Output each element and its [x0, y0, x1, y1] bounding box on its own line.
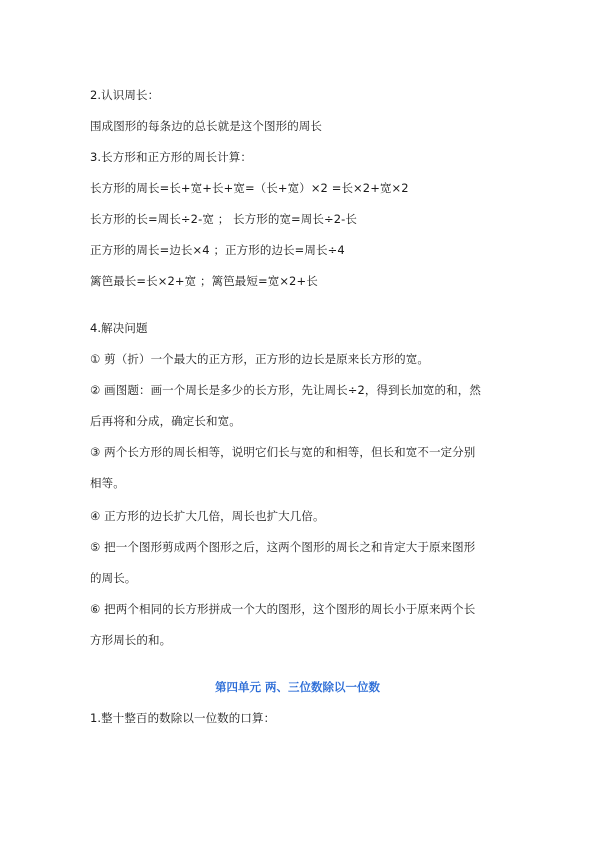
problem-item-6: ⑥ 把两个相同的长方形拼成一个大的图形，这个图形的周长小于原来两个长 — [90, 602, 476, 616]
subheading-problems: 4.解决问题 — [90, 321, 148, 335]
problem-item-4: ④ 正方形的边长扩大几倍，周长也扩大几倍。 — [90, 509, 325, 523]
section-heading: 第四单元 两、三位数除以一位数 — [214, 680, 380, 694]
problem-item-5-cont: 的周长。 — [90, 571, 137, 585]
subheading-perimeter: 2.认识周长： — [90, 88, 160, 102]
formula-fence: 篱笆最长=长×2+宽 ；篱笆最短=宽×2+长 — [90, 274, 318, 288]
problem-item-5: ⑤ 把一个图形剪成两个图形之后，这两个图形的周长之和肯定大于原来图形 — [90, 540, 476, 554]
problem-item-3: ③ 两个长方形的周长相等，说明它们长与宽的和相等，但长和宽不一定分别 — [90, 445, 476, 459]
formula-rect-sides: 长方形的长=周长÷2-宽 ； 长方形的宽=周长÷2-长 — [90, 212, 357, 226]
problem-item-6-cont: 方形周长的和。 — [90, 633, 172, 647]
definition-text: 围成图形的每条边的总长就是这个图形的周长 — [90, 119, 322, 133]
problem-item-2-cont: 后再将和分成，确定长和宽。 — [90, 414, 241, 428]
subheading-division: 1.整十整百的数除以一位数的口算： — [90, 711, 276, 725]
subheading-calculation: 3.长方形和正方形的周长计算： — [90, 150, 252, 164]
formula-square: 正方形的周长=边长×4 ；正方形的边长=周长÷4 — [90, 243, 345, 257]
problem-item-2: ② 画图题：画一个周长是多少的长方形，先让周长÷2，得到长加宽的和，然 — [90, 383, 481, 397]
problem-item-1: ① 剪（折）一个最大的正方形，正方形的边长是原来长方形的宽。 — [90, 352, 429, 366]
formula-rect-perimeter: 长方形的周长=长+宽+长+宽=（长+宽）×2 =长×2+宽×2 — [90, 181, 409, 195]
problem-item-3-cont: 相等。 — [90, 476, 125, 490]
